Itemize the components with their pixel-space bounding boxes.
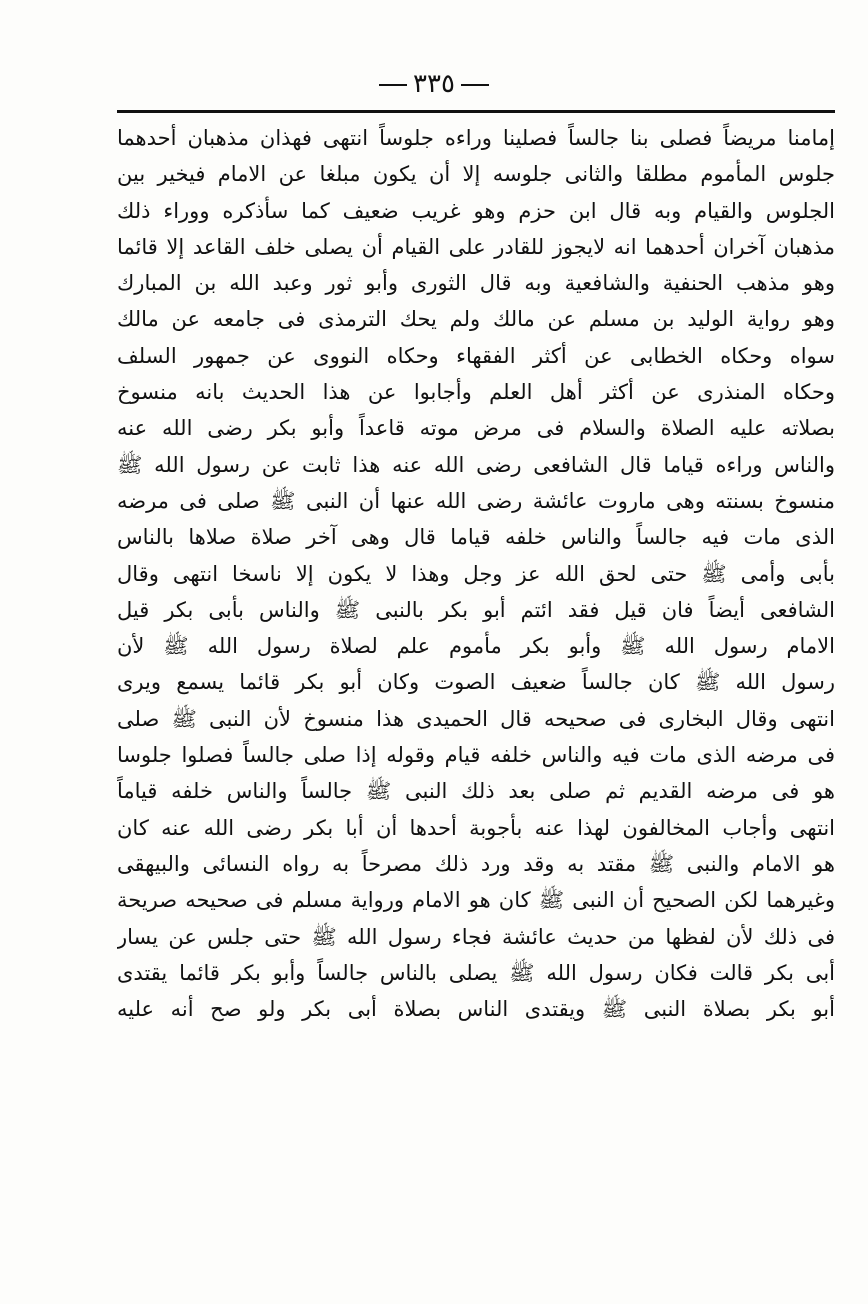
text-line: الذى مات فيه جالساً والناس خلفه قياما قال وهى آخر صلاة صلاها بالناس [117, 525, 835, 550]
text-line: مذهبان آخران أحدهما انه لايجوز للقادر على القيام أن يصلى خلف القاعد إلا قائما [117, 234, 835, 259]
text-line: وحكاه المنذرى عن أكثر أهل العلم وأجابوا عن هذا الحديث بانه منسوخ [117, 380, 835, 405]
text-line: وهو رواية الوليد بن مسلم عن مالك ولم يحك الترمذى فى جامعه عن مالك [117, 307, 835, 332]
text-line: فى مرضه الذى مات فيه والناس خلفه قيام وقوله إذا صلى جالساً فصلوا جلوسا [117, 743, 835, 768]
text-line: الشافعى أيضاً فان قيل فقد ائتم أبو بكر بالنبى ﷺ والناس بأبى بكر قيل [117, 597, 835, 622]
text-line: الجلوس والقيام وبه قال ابن حزم وهو غريب ضعيف كما سأذكره ووراء ذلك [117, 198, 835, 223]
page-number [373, 66, 495, 102]
text-line: هو الامام والنبى ﷺ مقتد به وقد ورد ذلك مصرحاً به رواه النسائى والبيهقى [117, 851, 835, 876]
text-line: وهو مذهب الحنفية والشافعية وبه قال الثورى وأبو ثور وعبد الله بن المبارك [117, 271, 835, 296]
page-header [0, 66, 868, 106]
body-text [117, 120, 835, 1027]
text-line: أبى بكر قالت فكان رسول الله ﷺ يصلى بالناس جالساً وأبو بكر قائما يقتدى [117, 960, 835, 985]
text-line: انتهى وأجاب المخالفون لهذا عنه بأجوبة أحدها أن أبا بكر رضى الله عنه كان [117, 815, 835, 840]
text-line: إمامنا مريضاً فصلى بنا جالساً فصلينا وراءه جلوساً انتهى فهذان مذهبان أحدهما [117, 126, 835, 150]
text-line: بصلاته عليه الصلاة والسلام فى مرض موته قاعداً وأبو بكر رضى الله عنه [117, 416, 835, 441]
text-line: فى ذلك لأن لفظها من حديث عائشة فجاء رسول الله ﷺ حتى جلس عن يسار [117, 924, 835, 949]
header-rule [117, 110, 835, 113]
page-number-value: ٣٣٥ [413, 69, 455, 99]
text-line: والناس وراءه قياما قال الشافعى رضى الله عنه هذا ثابت عن رسول الله ﷺ [117, 452, 835, 477]
text-line: بأبى وأمى ﷺ حتى لحق الله عز وجل وهذا لا يكون إلا ناسخا انتهى وقال [117, 561, 835, 586]
text-line: منسوخ بسنته وهى ماروت عائشة رضى الله عنها أن النبى ﷺ صلى فى مرضه [117, 488, 835, 513]
text-line: جلوس المأموم مطلقا والثانى جلوسه إلا أن يكون مبلغا عن الامام فيخير بين [117, 162, 835, 187]
text-line: رسول الله ﷺ كان جالساً ضعيف الصوت وكان أبو بكر قائما يسمع ويرى [117, 670, 835, 695]
text-line: هو فى مرضه القديم ثم صلى بعد ذلك النبى ﷺ جالساً والناس خلفه قياماً [117, 779, 835, 804]
dash-left [461, 84, 489, 86]
dash-right [379, 84, 407, 86]
text-line: وغيرهما لكن الصحيح أن النبى ﷺ كان هو الامام ورواية مسلم فى صحيحه صريحة [117, 888, 835, 913]
text-line: الامام رسول الله ﷺ وأبو بكر مأموم علم لصلاة رسول الله ﷺ لأن [117, 634, 835, 659]
text-line: سواه وحكاه الخطابى عن أكثر الفقهاء وحكاه النووى عن جمهور السلف [117, 343, 835, 368]
text-line: انتهى وقال البخارى فى صحيحه قال الحميدى هذا منسوخ لأن النبى ﷺ صلى [117, 706, 835, 731]
text-line: أبو بكر بصلاة النبى ﷺ ويقتدى الناس بصلاة أبى بكر ولو صح أنه عليه [117, 997, 835, 1022]
